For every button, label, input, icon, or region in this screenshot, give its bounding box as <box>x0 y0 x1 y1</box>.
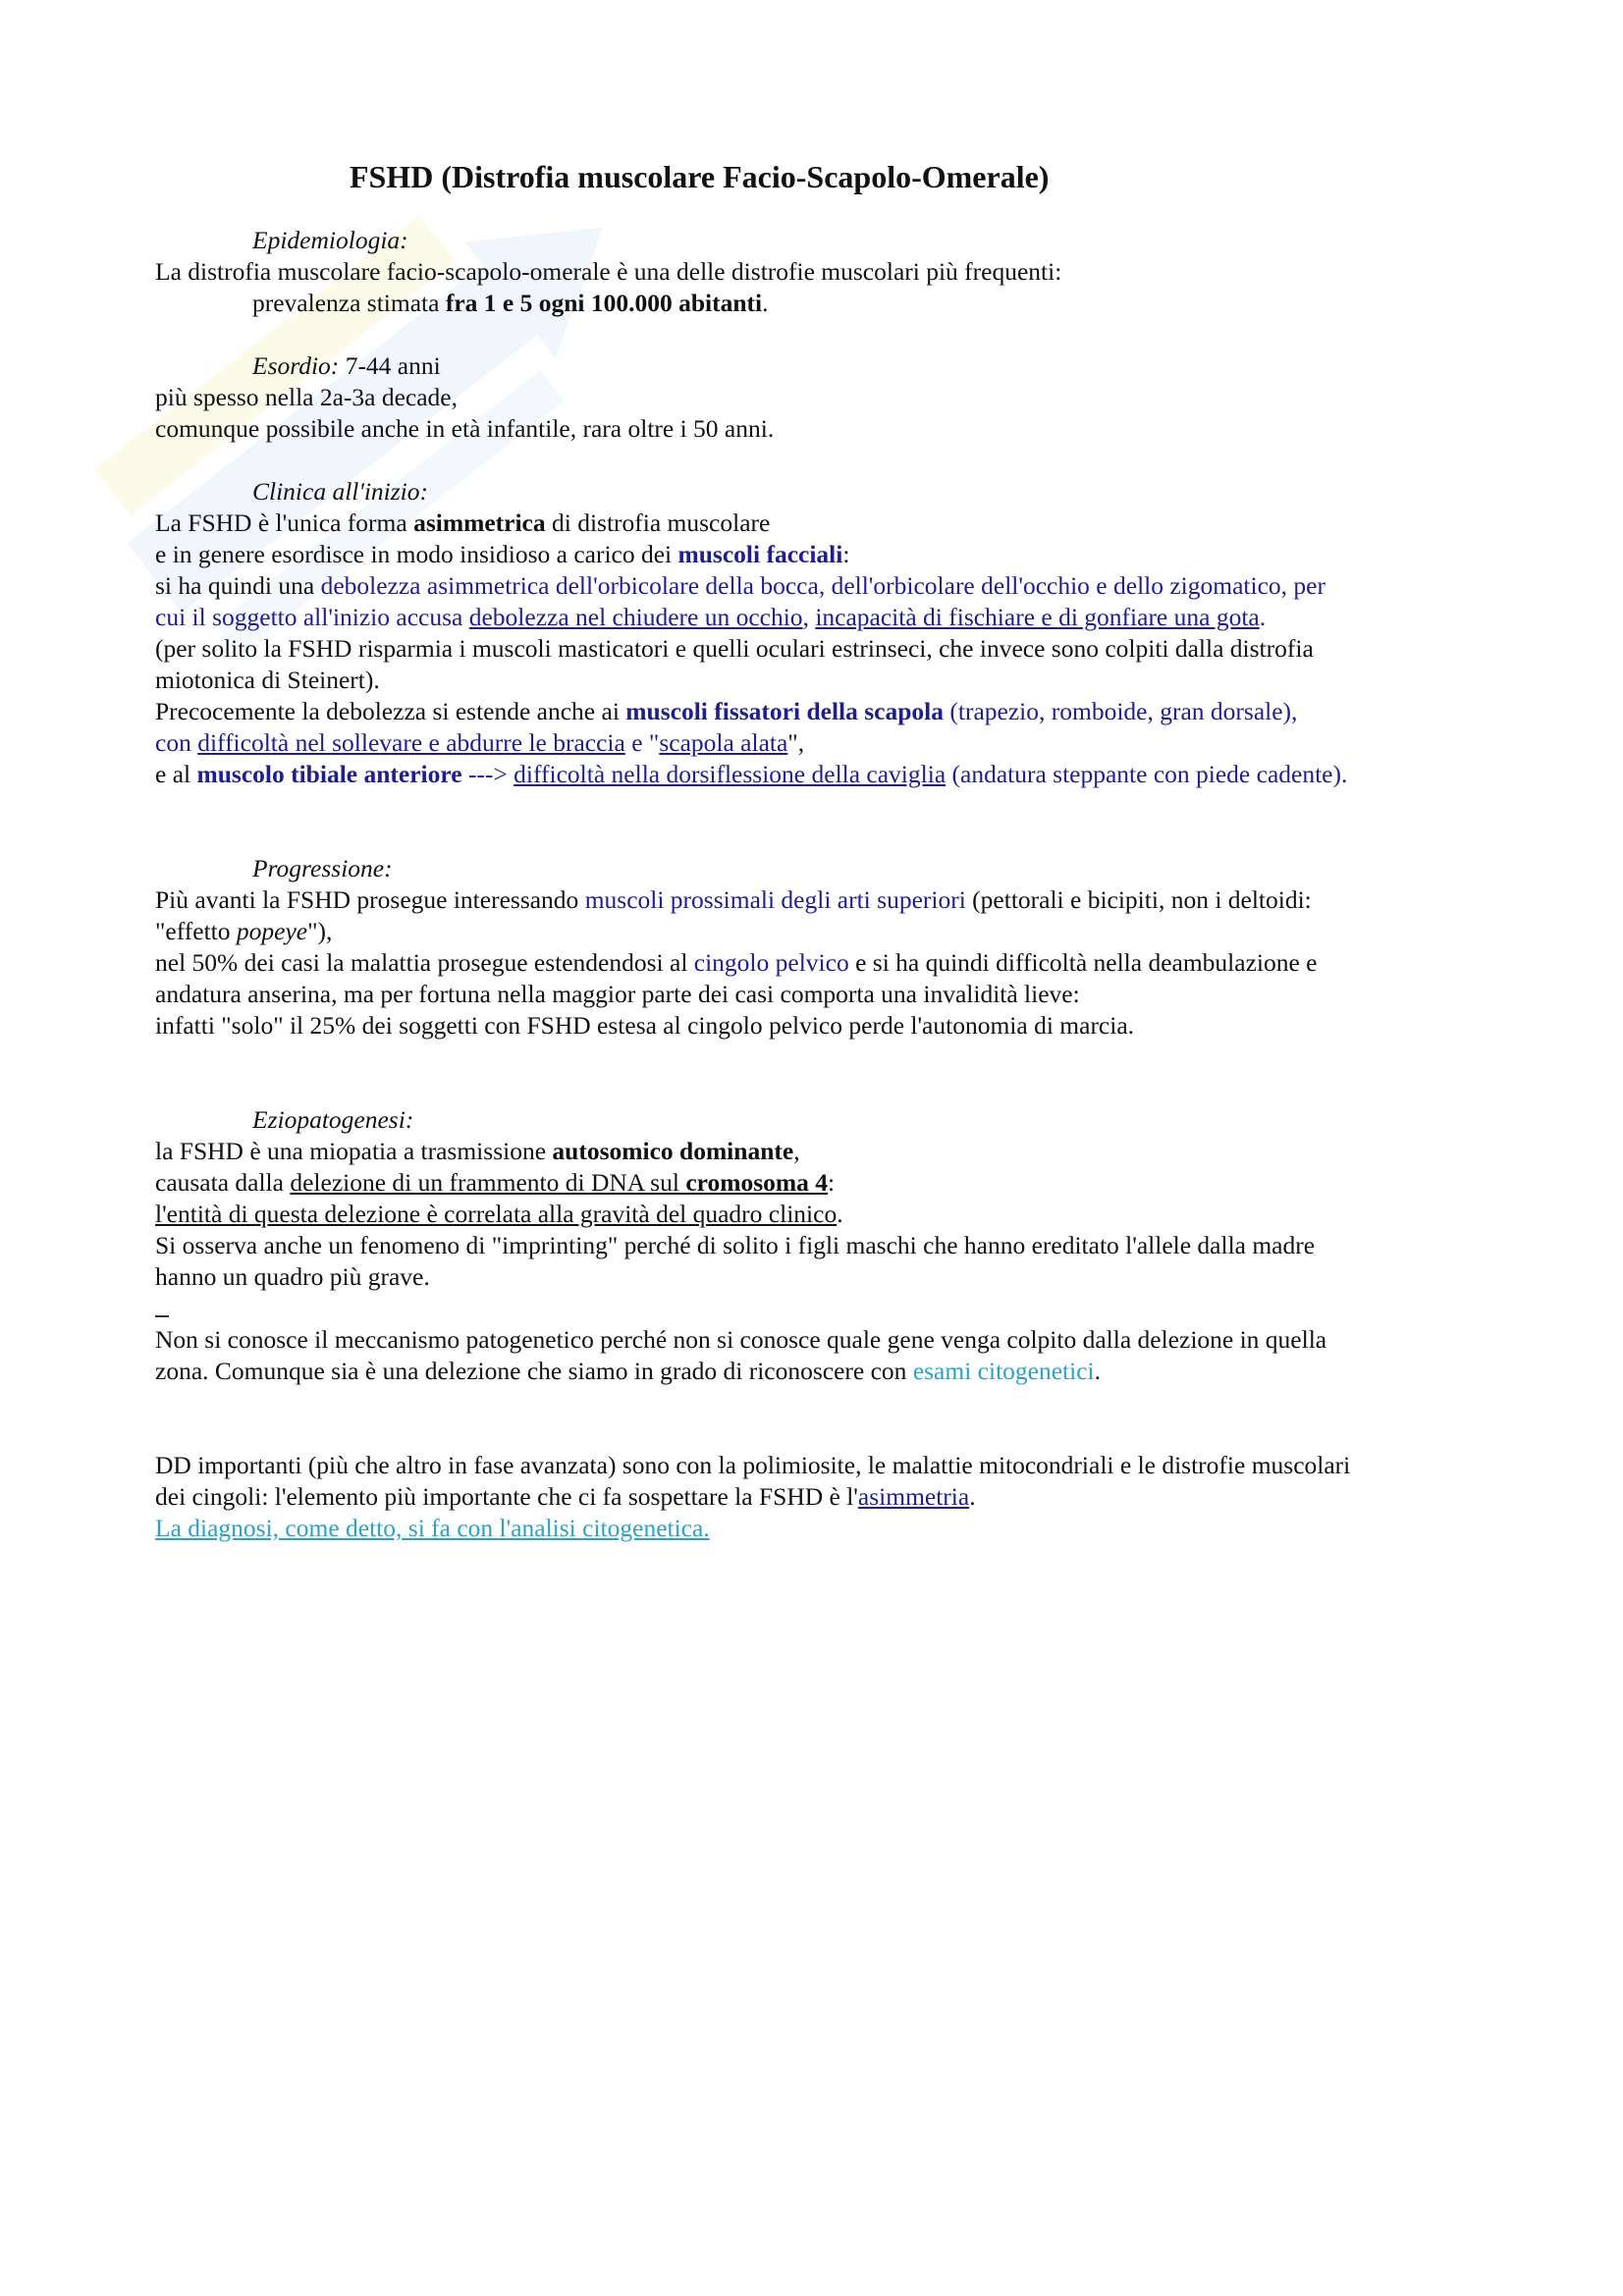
separator-dash <box>155 1315 169 1317</box>
clinica-line-6: miotonica di Steinert). <box>155 666 380 694</box>
heading-progressione: Progressione: <box>252 854 393 882</box>
eziopatogenesi-line-6: Non si conosce il meccanismo patogenetico perché non si conosce quale gene venga colpito dalla delezione in quella <box>155 1325 1327 1354</box>
eziopatogenesi-line-1: la FSHD è una miopatia a trasmissione autosomico dominante, <box>155 1137 800 1165</box>
esordio-line-1: più spesso nella 2a-3a decade, <box>155 383 459 411</box>
dd-line-2: dei cingoli: l'elemento più importante che ci fa sospettare la FSHD è l'asimmetria. <box>155 1482 976 1511</box>
esordio-line-2: comunque possibile anche in età infantile, rara oltre i 50 anni. <box>155 414 775 443</box>
clinica-line-3: si ha quindi una debolezza asimmetrica dell'orbicolare della bocca, dell'orbicolare dell'occhio e dello zigomatico, per <box>155 571 1325 600</box>
clinica-line-7: Precocemente la debolezza si estende anche ai muscoli fissatori della scapola (trapezio, romboide, gran dorsale), <box>155 697 1298 725</box>
epidemiologia-line-2: prevalenza stimata fra 1 e 5 ogni 100.000 abitanti. <box>252 289 769 317</box>
progressione-line-3: nel 50% dei casi la malattia prosegue estendendosi al cingolo pelvico e si ha quindi difficoltà nella deambulazione e <box>155 948 1318 977</box>
heading-epidemiologia: Epidemiologia: <box>252 226 408 254</box>
clinica-line-1: La FSHD è l'unica forma asimmetrica di distrofia muscolare <box>155 508 771 537</box>
eziopatogenesi-line-2: causata dalla delezione di un frammento di DNA sul cromosoma 4: <box>155 1168 836 1197</box>
link-diagnosi-citogenetica[interactable]: La diagnosi, come detto, si fa con l'analisi citogenetica. <box>155 1514 710 1542</box>
esordio-line: Esordio: 7-44 anni <box>252 351 441 380</box>
link-incapacita-fischiare: incapacità di fischiare e di gonfiare una gota <box>815 603 1260 631</box>
progressione-line-1: Più avanti la FSHD prosegue interessando muscoli prossimali degli arti superiori (pettorali e bicipiti, non i deltoidi: <box>155 885 1312 914</box>
clinica-line-2: e in genere esordisce in modo insidioso a carico dei muscoli facciali: <box>155 540 850 568</box>
link-debolezza-occhio: debolezza nel chiudere un occhio <box>468 603 803 631</box>
clinica-line-5: (per solito la FSHD risparmia i muscoli masticatori e quelli oculari estrinseci, che invece sono colpiti dalla distrofia <box>155 634 1314 663</box>
document-title: FSHD (Distrofia muscolare Facio-Scapolo-Omerale) <box>350 159 1050 194</box>
clinica-line-4: cui il soggetto all'inizio accusa debolezza nel chiudere un occhio, incapacità di fischiare e di gonfiare una gota. <box>155 603 1267 631</box>
heading-esordio: Esordio: <box>252 351 340 380</box>
progressione-line-5: infatti "solo" il 25% dei soggetti con FSHD estesa al cingolo pelvico perde l'autonomia di marcia. <box>155 1011 1135 1040</box>
link-dorsiflessione: difficoltà nella dorsiflessione della caviglia <box>514 760 947 788</box>
progressione-line-4: andatura anserina, ma per fortuna nella maggior parte dei casi comporta una invalidità lieve: <box>155 980 1080 1008</box>
eziopatogenesi-line-5: hanno un quadro più grave. <box>155 1262 430 1291</box>
heading-clinica: Clinica all'inizio: <box>252 477 428 506</box>
eziopatogenesi-line-4: Si osserva anche un fenomeno di "imprinting" perché di solito i figli maschi che hanno ereditato l'allele dalla madre <box>155 1231 1316 1259</box>
clinica-line-9: e al muscolo tibiale anteriore ---> difficoltà nella dorsiflessione della caviglia (andatura steppante con piede cadente). <box>155 760 1348 788</box>
eziopatogenesi-line-3: l'entità di questa delezione è correlata alla gravità del quadro clinico. <box>155 1200 843 1228</box>
epidemiologia-line-1: La distrofia muscolare facio-scapolo-omerale è una delle distrofie muscolari più frequenti: <box>155 257 1062 286</box>
progressione-line-2: "effetto popeye"), <box>155 917 333 945</box>
heading-eziopatogenesi: Eziopatogenesi: <box>252 1105 414 1134</box>
link-asimmetria: asimmetria <box>857 1482 970 1511</box>
dd-line-1: DD importanti (più che altro in fase avanzata) sono con la polimiosite, le malattie mitocondriali e le distrofie muscolari <box>155 1451 1351 1479</box>
link-difficolta-braccia: difficoltà nel sollevare e abdurre le braccia <box>197 728 625 757</box>
link-scapola-alata: scapola alata <box>659 728 788 757</box>
clinica-line-8: con difficoltà nel sollevare e abdurre le braccia e "scapola alata", <box>155 728 805 757</box>
eziopatogenesi-line-7: zona. Comunque sia è una delezione che siamo in grado di riconoscere con esami citogenetici. <box>155 1357 1101 1385</box>
